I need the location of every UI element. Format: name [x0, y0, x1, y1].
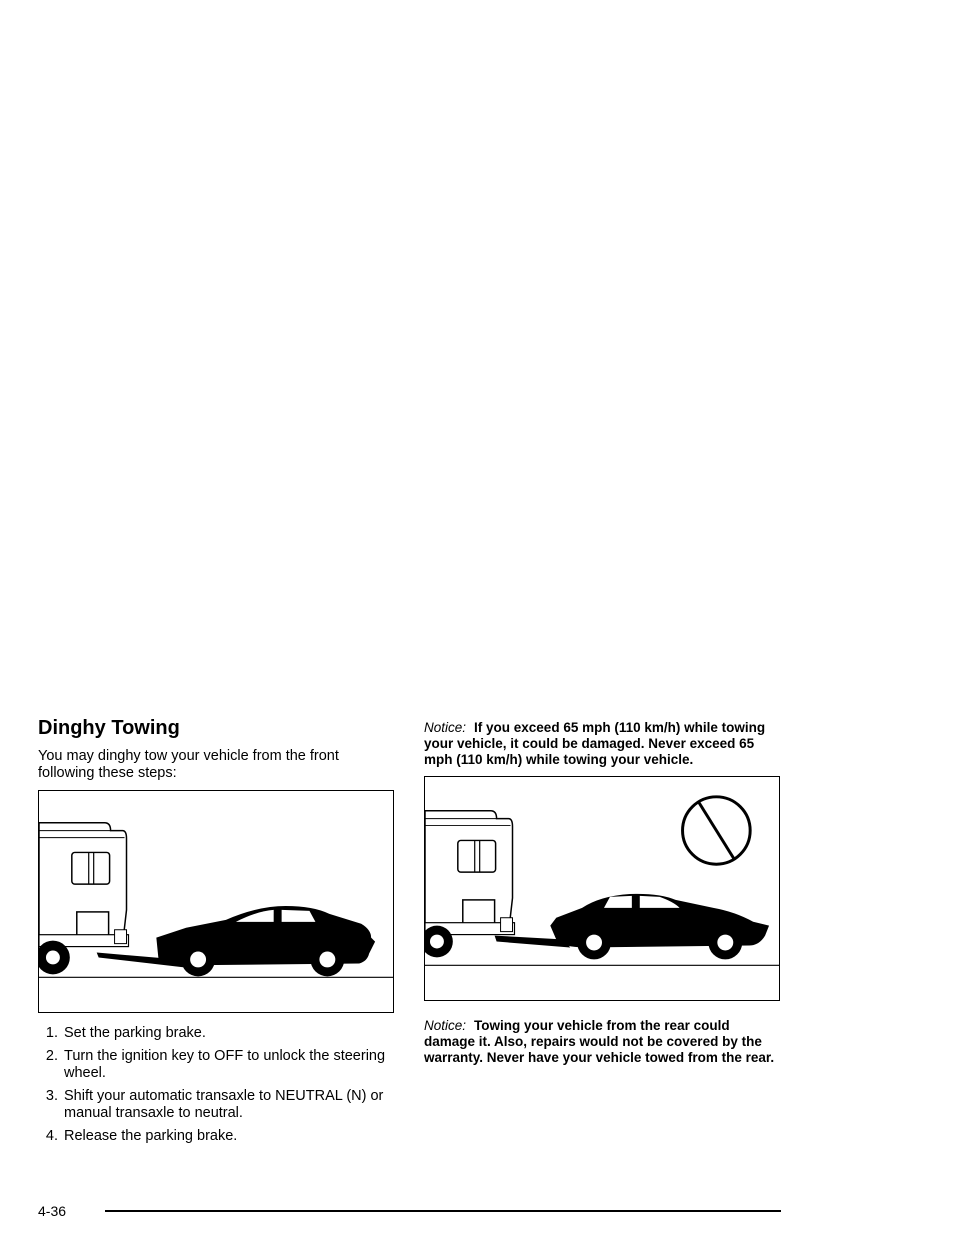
list-item — [38, 1088, 398, 1122]
towed-car-silhouette — [550, 894, 769, 960]
notice-speed — [424, 720, 780, 768]
step-text: Set the parking brake. — [64, 1025, 206, 1041]
motorhome-rear — [425, 811, 514, 958]
notice-rear-towing — [424, 1018, 780, 1066]
footer-rule — [105, 1210, 781, 1212]
notice-text: Towing your vehicle from the rear could damage it. Also, repairs would not be covered by the warranty. Never have your vehicle towed from the rear. — [424, 1018, 775, 1065]
notice-label: Notice: — [424, 1018, 467, 1033]
intro-paragraph: You may dinghy tow your vehicle from the front following these steps: — [38, 748, 339, 781]
step-text: Release the parking brake. — [64, 1128, 238, 1144]
list-item — [38, 1025, 398, 1042]
page-number: 4-36 — [38, 1203, 67, 1219]
notice-label: Notice: — [424, 720, 467, 735]
step-number: 4. — [45, 1128, 58, 1144]
front-tow-drawing — [39, 791, 393, 1012]
front-tow-illustration — [38, 790, 394, 1013]
notice-text: If you exceed 65 mph (110 km/h) while towing your vehicle, it could be damaged. Never exceed 65 mph (110 km/h) while towing your vehicle. — [424, 720, 766, 767]
step-number: 2. — [45, 1048, 58, 1064]
towing-steps-list — [38, 1025, 398, 1151]
rear-tow-drawing — [425, 777, 779, 1000]
towed-car-silhouette — [156, 906, 375, 976]
motorhome-rear — [39, 823, 128, 975]
prohibited-icon — [683, 797, 751, 864]
list-item — [38, 1048, 398, 1082]
step-text: Shift your automatic transaxle to NEUTRAL (N) or manual transaxle to neutral. — [64, 1088, 384, 1121]
section-heading: Dinghy Towing — [38, 717, 180, 739]
rear-tow-illustration — [424, 776, 780, 1001]
step-text: Turn the ignition key to OFF to unlock the steering wheel. — [64, 1048, 386, 1081]
step-number: 3. — [45, 1088, 58, 1104]
list-item — [38, 1128, 398, 1145]
step-number: 1. — [45, 1025, 58, 1041]
